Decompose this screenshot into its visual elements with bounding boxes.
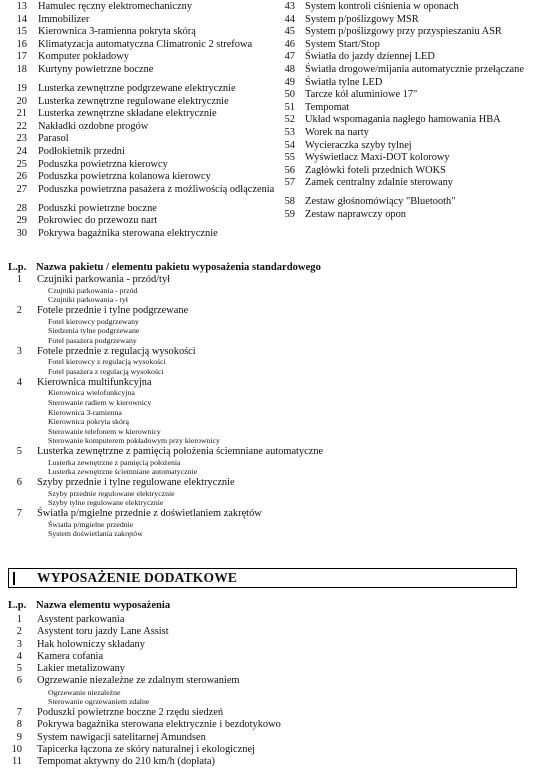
sub-item: Światła p/mgielne przednie bbox=[48, 519, 134, 529]
item-number: 17 bbox=[16, 51, 27, 63]
item-text: System p/poślizgowy MSR bbox=[305, 13, 419, 25]
item-text: Pokrywa bagażnika sterowana elektrycznie bbox=[38, 227, 218, 239]
list-item bbox=[281, 196, 535, 209]
item-text: Nakładki ozdobne progów bbox=[38, 120, 149, 132]
sub-item: Lusterka zewnętrzne ściemniane automatycznie bbox=[48, 467, 198, 477]
item-number: 9 bbox=[16, 731, 22, 743]
item-text: System nawigacji satelitarnej Amundsen bbox=[37, 731, 206, 743]
item-text: Światła do jazdy dziennej LED bbox=[305, 51, 435, 63]
item-text: Wycieraczka szyby tylnej bbox=[305, 139, 412, 151]
item-text: Pokrowiec do przewozu nart bbox=[38, 215, 158, 227]
item-number: 19 bbox=[16, 82, 27, 94]
list-item bbox=[0, 1, 280, 14]
item-number: 48 bbox=[284, 63, 295, 75]
list-item bbox=[0, 346, 535, 358]
item-number: 15 bbox=[16, 26, 27, 38]
sub-item: Kierownica pokryta skórą bbox=[48, 417, 129, 427]
item-text: Poduszka powietrzna pasażera z możliwością odłączenia bbox=[38, 183, 275, 195]
item-text: Worek na narty bbox=[305, 126, 369, 138]
list-item bbox=[281, 177, 535, 190]
list-item bbox=[0, 146, 280, 159]
standard-equipment-columns bbox=[0, 0, 535, 256]
item-text: Światła drogowe/mijania automatycznie przełączane bbox=[305, 63, 524, 75]
item-text: Kamera cofania bbox=[37, 650, 104, 662]
item-text: Tempomat bbox=[305, 101, 350, 113]
sub-item: Ogrzewanie niezależne bbox=[48, 687, 121, 697]
item-text: Komputer pokładowy bbox=[38, 51, 129, 63]
item-text: Zagłówki foteli przednich WOKS bbox=[305, 164, 446, 176]
sub-item: Fotel kierowcy z regulacją wysokości bbox=[48, 357, 166, 367]
item-text: Zestaw naprawczy opon bbox=[305, 208, 406, 220]
item-text: Układ wspomagania nagłego hamowania HBA bbox=[305, 114, 501, 126]
item-number: 16 bbox=[16, 38, 27, 50]
list-item bbox=[0, 83, 280, 96]
list-item bbox=[281, 64, 535, 77]
item-text: Klimatyzacja automatyczna Climatronic 2 strefowa bbox=[38, 38, 253, 50]
list-item bbox=[0, 626, 535, 638]
list-item bbox=[281, 152, 535, 165]
list-item bbox=[0, 756, 535, 768]
item-number: 2 bbox=[16, 304, 22, 316]
item-text: Lusterka zewnętrzne regulowane elektrycznie bbox=[38, 95, 229, 107]
packages-list bbox=[0, 274, 535, 539]
list-item bbox=[281, 39, 535, 52]
item-text: System p/poślizgowy przy przyspieszaniu ASR bbox=[305, 26, 502, 38]
extras-banner-title: WYPOSAŻENIE DODATKOWE bbox=[37, 570, 238, 585]
item-text: Światła p/mgielne przednie z doświetlaniem zakrętów bbox=[37, 507, 262, 519]
item-text: Światła tylne LED bbox=[305, 76, 383, 88]
list-item bbox=[0, 675, 535, 687]
item-text: Czujniki parkowania - przód/tył bbox=[37, 274, 171, 285]
list-item bbox=[281, 127, 535, 140]
list-item bbox=[0, 446, 535, 458]
item-text: Poduszka powietrzna kierowcy bbox=[38, 158, 168, 170]
item-number: 23 bbox=[16, 133, 27, 145]
sub-item: Czujniki parkowania - tył bbox=[48, 295, 128, 305]
item-text: Kierownica multifunkcyjna bbox=[37, 376, 152, 388]
item-number: 47 bbox=[284, 51, 295, 63]
list-item bbox=[0, 64, 280, 77]
item-number: 6 bbox=[16, 675, 22, 687]
item-number: 28 bbox=[16, 202, 27, 214]
item-number: 45 bbox=[284, 26, 295, 38]
item-text: Fotele przednie i tylne podgrzewane bbox=[37, 304, 189, 316]
item-text: Tarcze kół aluminiowe 17" bbox=[305, 89, 418, 101]
list-item bbox=[0, 651, 535, 663]
list-item bbox=[281, 140, 535, 153]
item-number: 14 bbox=[16, 13, 27, 25]
list-item bbox=[281, 77, 535, 90]
item-text: Asystent parkowania bbox=[37, 614, 125, 625]
item-text: Poduszka powietrzna kolanowa kierowcy bbox=[38, 171, 211, 183]
item-number: 11 bbox=[11, 756, 22, 768]
list-item bbox=[281, 89, 535, 102]
sub-item: Sterowanie telefonem w kierownicy bbox=[48, 426, 161, 436]
item-number: 7 bbox=[16, 706, 22, 718]
item-number: 26 bbox=[16, 171, 27, 183]
sub-item: Sterowanie komputerem pokładowym przy kierownicy bbox=[48, 436, 220, 446]
list-item bbox=[0, 614, 535, 626]
item-number: 50 bbox=[284, 89, 295, 101]
sub-item: System doświetlania zakrętów bbox=[48, 529, 143, 539]
extras-header-title: Nazwa elementu wyposażenia bbox=[36, 600, 171, 611]
item-number: 5 bbox=[16, 663, 22, 675]
item-text: System Start/Stop bbox=[305, 38, 380, 50]
sub-item: Szyby przednie regulowane elektrycznie bbox=[48, 488, 175, 498]
list-item bbox=[281, 114, 535, 127]
item-number: 22 bbox=[16, 120, 27, 132]
extras-header-lp: L.p. bbox=[8, 600, 27, 611]
item-text: Lusterka zewnętrzne składane elektrycznie bbox=[38, 108, 217, 120]
item-number: 52 bbox=[284, 114, 295, 126]
item-text: Poduszki powietrzne boczne 2 rzędu siedzeń bbox=[37, 706, 224, 718]
packages-header bbox=[8, 262, 321, 273]
item-number: 55 bbox=[284, 152, 295, 164]
item-number: 20 bbox=[16, 95, 27, 107]
sub-item: Czujniki parkowania - przód bbox=[48, 285, 138, 295]
item-text: Immobilizer bbox=[38, 13, 90, 25]
item-number: 8 bbox=[16, 719, 22, 731]
sub-item: Fotel pasażera z regulacją wysokości bbox=[48, 366, 164, 376]
extras-banner bbox=[8, 568, 517, 588]
item-number: 4 bbox=[16, 376, 22, 388]
item-number: 18 bbox=[16, 63, 27, 75]
sub-item: Sterowanie ogrzewaniem zdalne bbox=[48, 697, 150, 707]
list-item bbox=[0, 51, 280, 64]
list-item bbox=[0, 377, 535, 389]
sub-item: Fotel pasażera podgrzewany bbox=[48, 335, 137, 345]
list-item bbox=[0, 732, 535, 744]
item-number: 49 bbox=[284, 76, 295, 88]
sub-item: Sterowanie radiem w kierownicy bbox=[48, 397, 152, 407]
sub-item: Szyby tylne regulowane elektrycznie bbox=[48, 498, 164, 508]
item-text: Kurtyny powietrzne boczne bbox=[38, 63, 154, 75]
list-item bbox=[0, 305, 535, 317]
item-text: Zamek centralny zdalnie sterowany bbox=[305, 177, 454, 189]
sub-item: Siedzenia tylne podgrzewane bbox=[48, 326, 140, 336]
extras-header bbox=[8, 600, 170, 611]
item-text: Wyświetlacz Maxi-DOT kolorowy bbox=[305, 152, 450, 164]
item-number: 53 bbox=[284, 126, 295, 138]
item-number: 54 bbox=[284, 139, 295, 151]
item-number: 58 bbox=[284, 196, 295, 208]
item-number: 46 bbox=[284, 38, 295, 50]
list-item bbox=[0, 159, 280, 172]
list-item bbox=[0, 121, 280, 134]
item-text: Kierownica 3-ramienna pokryta skórą bbox=[38, 26, 196, 38]
item-number: 1 bbox=[16, 614, 22, 625]
item-text: Fotele przednie z regulacją wysokości bbox=[37, 345, 196, 357]
left-equipment-list bbox=[0, 1, 280, 240]
item-number: 5 bbox=[16, 445, 22, 457]
list-item bbox=[281, 165, 535, 178]
list-item bbox=[0, 215, 280, 228]
list-item bbox=[0, 39, 280, 52]
extras-list bbox=[0, 614, 535, 768]
item-number: 44 bbox=[284, 13, 295, 25]
list-item bbox=[281, 102, 535, 115]
list-item bbox=[281, 51, 535, 64]
list-item bbox=[0, 477, 535, 489]
list-item bbox=[0, 184, 280, 197]
item-number: 59 bbox=[284, 208, 295, 220]
list-item bbox=[0, 26, 280, 39]
item-text: Szyby przednie i tylne regulowane elektrycznie bbox=[37, 476, 235, 488]
list-item bbox=[281, 14, 535, 27]
list-item bbox=[0, 663, 535, 675]
item-text: System kontroli ciśnienia w oponach bbox=[305, 1, 459, 12]
list-item bbox=[0, 707, 535, 719]
list-item bbox=[0, 108, 280, 121]
item-number: 56 bbox=[284, 164, 295, 176]
item-text: Hak holowniczy składany bbox=[37, 638, 145, 650]
item-number: 51 bbox=[284, 101, 295, 113]
item-text: Hamulec ręczny elektromechaniczny bbox=[38, 1, 193, 12]
list-item bbox=[0, 228, 280, 241]
list-item bbox=[0, 744, 535, 756]
item-text: Lusterka zewnętrzne podgrzewane elektrycznie bbox=[38, 82, 236, 94]
list-item bbox=[0, 639, 535, 651]
sub-item: Kierownica 3-ramienna bbox=[48, 407, 122, 417]
item-text: Lusterka zewnętrzne z pamięcią położenia ściemniane automatyczne bbox=[37, 445, 324, 457]
item-text: Asystent toru jazdy Lane Assist bbox=[37, 626, 169, 638]
sub-item: Kierownica wielofunkcyjna bbox=[48, 388, 135, 398]
sub-item: Lusterka zewnętrzne z pamięcią położenia bbox=[48, 457, 181, 467]
item-text: Pokrywa bagażnika sterowana elektrycznie i bezdotykowo bbox=[37, 719, 281, 731]
item-text: Lakier metalizowany bbox=[37, 663, 125, 675]
list-item bbox=[0, 171, 280, 184]
item-number: 3 bbox=[16, 345, 22, 357]
item-number: 27 bbox=[16, 183, 27, 195]
packages-header-lp: L.p. bbox=[8, 262, 27, 273]
list-item bbox=[281, 26, 535, 39]
banner-bar bbox=[13, 572, 15, 585]
item-number: 3 bbox=[16, 638, 22, 650]
item-text: Parasol bbox=[38, 133, 69, 145]
item-number: 13 bbox=[16, 1, 27, 12]
list-item bbox=[281, 1, 535, 14]
item-text: Tapicerka łączona ze skóry naturalnej i ekologicznej bbox=[37, 743, 255, 755]
item-number: 10 bbox=[11, 743, 22, 755]
item-number: 7 bbox=[16, 507, 22, 519]
item-text: Podłokietnik przedni bbox=[38, 145, 125, 157]
list-item bbox=[0, 719, 535, 731]
item-text: Zestaw głośnomówiący "Bluetooth" bbox=[305, 196, 456, 208]
item-number: 21 bbox=[16, 108, 27, 120]
item-text: Ogrzewanie niezależne ze zdalnym sterowaniem bbox=[37, 675, 240, 687]
list-item bbox=[0, 203, 280, 216]
item-number: 4 bbox=[16, 650, 22, 662]
item-number: 6 bbox=[16, 476, 22, 488]
item-number: 24 bbox=[16, 145, 27, 157]
item-number: 25 bbox=[16, 158, 27, 170]
list-item bbox=[0, 96, 280, 109]
list-item bbox=[0, 14, 280, 27]
item-number: 30 bbox=[16, 227, 27, 239]
list-item bbox=[0, 274, 535, 286]
item-number: 57 bbox=[284, 177, 295, 189]
item-number: 2 bbox=[16, 626, 22, 638]
item-number: 43 bbox=[284, 1, 295, 12]
sub-item: Fotel kierowcy podgrzewany bbox=[48, 316, 139, 326]
item-text: Tempomat aktywny do 210 km/h (dopłata) bbox=[37, 756, 215, 768]
list-item bbox=[281, 209, 535, 222]
item-text: Poduszki powietrzne boczne bbox=[38, 202, 157, 214]
item-number: 29 bbox=[16, 215, 27, 227]
item-number: 1 bbox=[16, 274, 22, 285]
right-equipment-list bbox=[281, 1, 535, 221]
packages-header-title: Nazwa pakietu / elementu pakietu wyposażenia standardowego bbox=[36, 262, 321, 273]
list-item bbox=[0, 508, 535, 520]
list-item bbox=[0, 133, 280, 146]
